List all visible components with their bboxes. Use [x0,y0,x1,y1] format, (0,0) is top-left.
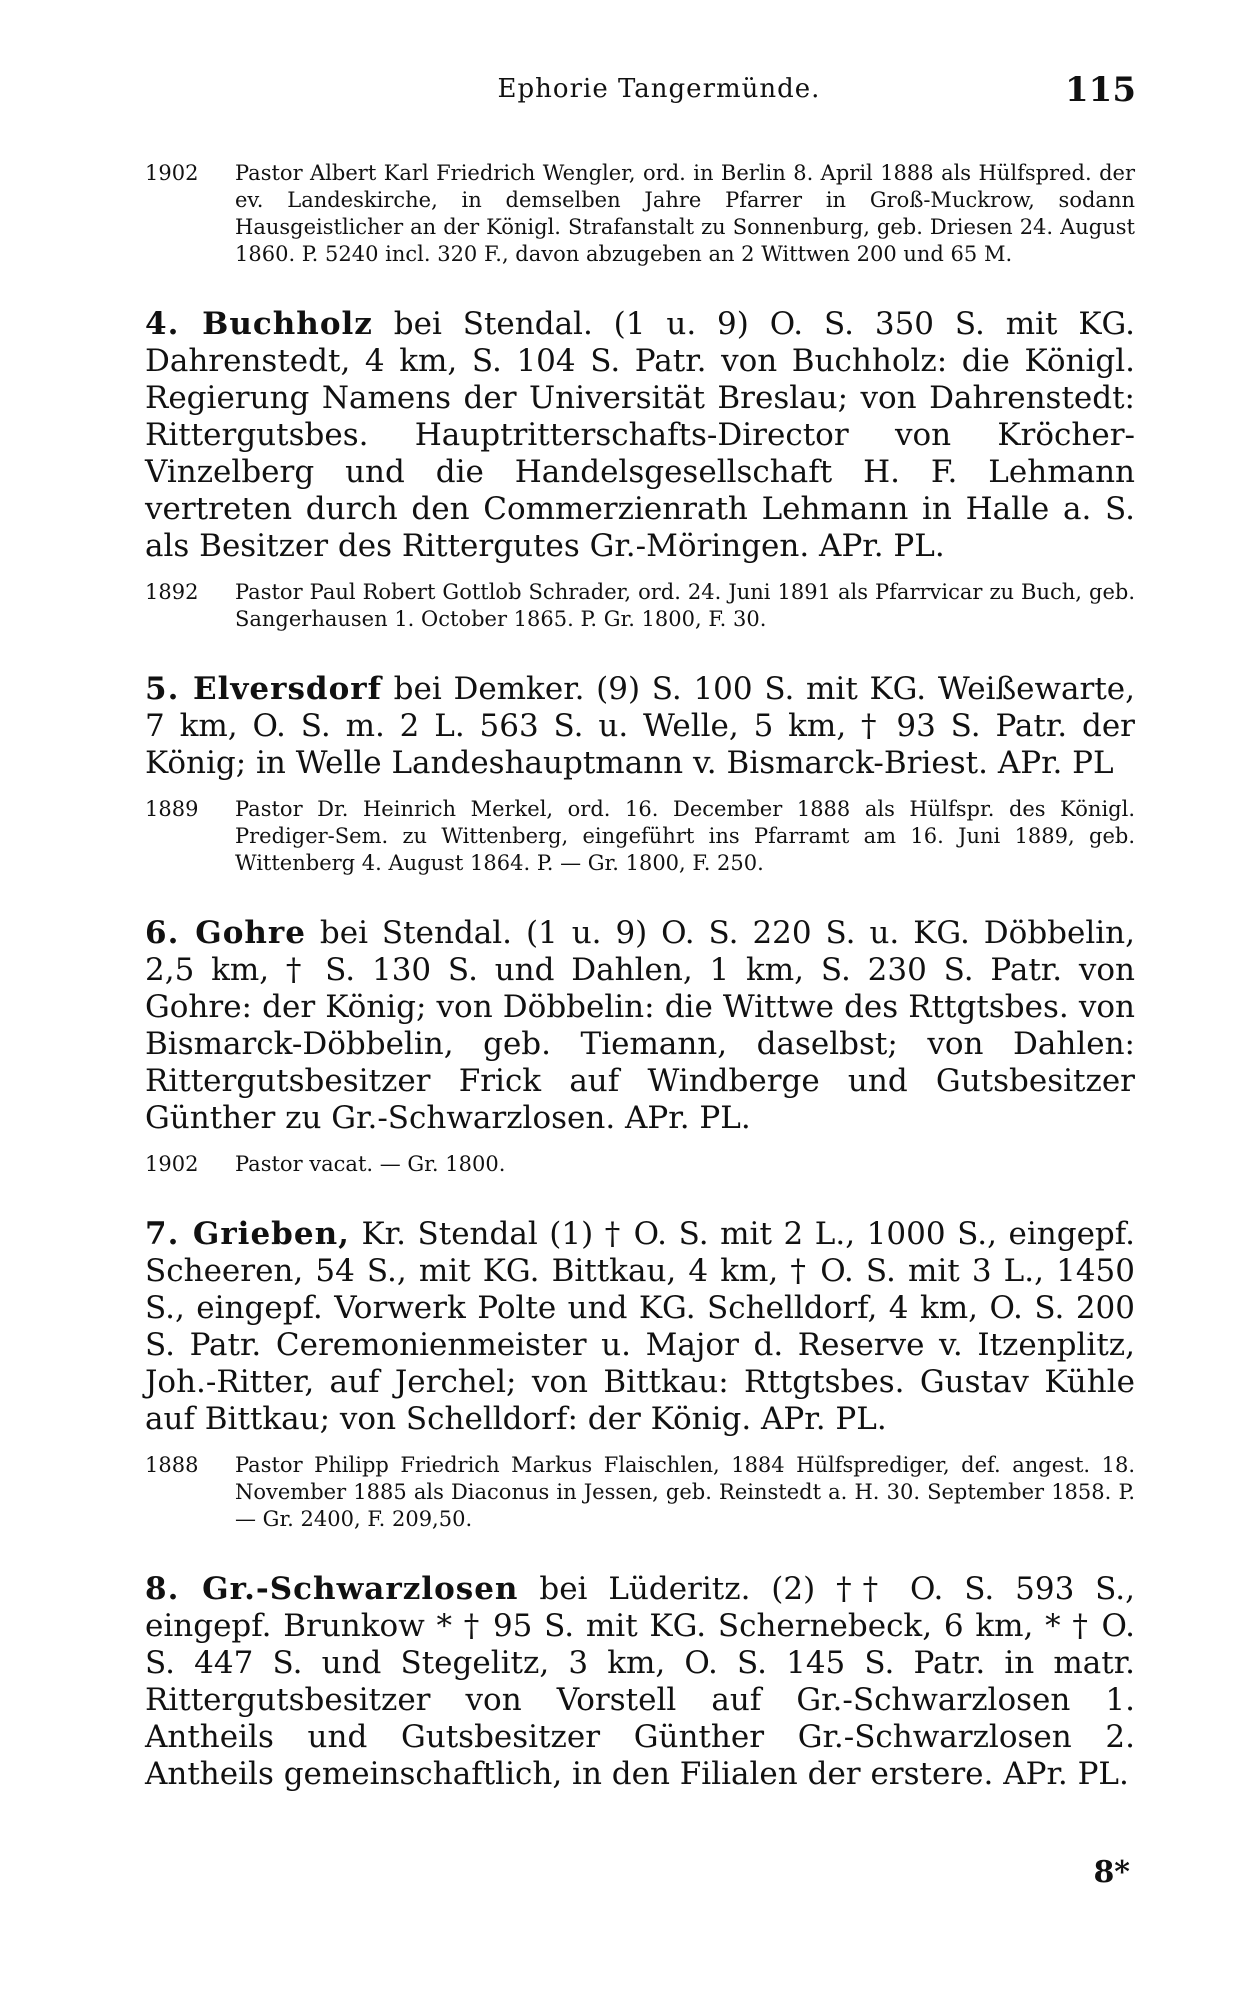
parish-entry [145,1571,1135,1793]
entry-heading: 8. Gr.-Schwarzlosen [145,1571,519,1607]
note-text: Pastor vacat. — Gr. 1800. [235,1152,506,1176]
signature-mark: 8* [1093,1855,1130,1890]
running-title: Ephorie Tangermünde. [497,74,821,104]
entry-heading: 5. Elversdorf [145,671,382,707]
pastor-note [145,1151,1135,1178]
parish-entry [145,306,1135,565]
page-header [0,70,1258,110]
note-year: 1892 [145,580,199,604]
page-number: 115 [1065,70,1136,110]
entry-text: Kr. Stendal (1) † O. S. mit 2 L., 1000 S., eingepf. Scheeren, 54 S., mit KG. Bittkau, 4 km, † O. S. mit 3 L., 1450 S., eingepf. Vorwerk Polte und KG. Schelldorf, 4 km, O. S. 200 S. Patr. Ceremonienmeister u. Major d. Reserve v. Itzenplitz, Joh.-Ritter, auf Jerchel; von Bittkau: Rttgtsbes. Gustav Kühle auf Bittkau; von Schelldorf: der König. APr. PL. [145,1216,1136,1437]
note-year: 1888 [145,1453,199,1477]
parish-entry [145,915,1135,1137]
note-text: Pastor Dr. Heinrich Merkel, ord. 16. December 1888 als Hülfspr. des Königl. Prediger-Sem. zu Wittenberg, eingeführt ins Pfarramt am 16. Juni 1889, geb. Wittenberg 4. August 1864. P. — Gr. 1800, F. 250. [235,797,1135,875]
parish-entry [145,1216,1135,1438]
pastor-note [145,160,1135,268]
entry-text: bei Lüderitz. (2) †† O. S. 593 S., eingepf. Brunkow * † 95 S. mit KG. Schernebeck, 6 km, * † O. S. 447 S. und Stegelitz, 3 km, O. S. 145 S. Patr. in matr. Rittergutsbesitzer von Vorstell auf Gr.-Schwarzlosen 1. Antheils und Gutsbesitzer Günther Gr.-Schwarzlosen 2. Antheils gemeinschaftlich, in den Filialen der erstere. APr. PL. [145,1571,1136,1792]
pastor-note [145,1452,1135,1533]
entry-text: bei Stendal. (1 u. 9) O. S. 220 S. u. KG. Döbbelin, 2,5 km, † S. 130 S. und Dahlen, 1 km, S. 230 S. Patr. von Gohre: der König; von Döbbelin: die Wittwe des Rttgtsbes. von Bismarck-Döbbelin, geb. Tiemann, daselbst; von Dahlen: Rittergutsbesitzer Frick auf Windberge und Gutsbesitzer Günther zu Gr.-Schwarzlosen. APr. PL. [145,915,1135,1136]
entry-heading: 6. Gohre [145,915,306,951]
note-year: 1902 [145,161,199,185]
note-text: Pastor Philipp Friedrich Markus Flaischlen, 1884 Hülfsprediger, def. angest. 18. November 1885 als Diaconus in Jessen, geb. Reinstedt a. H. 30. September 1858. P. — Gr. 2400, F. 209,50. [235,1453,1135,1531]
note-year: 1902 [145,1152,199,1176]
entry-heading: 4. Buchholz [145,306,373,342]
entry-text: bei Stendal. (1 u. 9) O. S. 350 S. mit KG. Dahrenstedt, 4 km, S. 104 S. Patr. von Buchholz: die Königl. Regierung Namens der Universität Breslau; von Dahrenstedt: Rittergutsbes. Hauptritterschafts-Director von Kröcher-Vinzelberg und die Handelsgesellschaft H. F. Lehmann vertreten durch den Commerzienrath Lehmann in Halle a. S. als Besitzer des Rittergutes Gr.-Möringen. APr. PL. [145,306,1135,564]
pastor-note [145,796,1135,877]
entry-text: bei Demker. (9) S. 100 S. mit KG. Weißewarte, 7 km, O. S. m. 2 L. 563 S. u. Welle, 5 km, † 93 S. Patr. der König; in Welle Landeshauptmann v. Bismarck-Briest. APr. PL [145,671,1135,781]
note-text: Pastor Albert Karl Friedrich Wengler, ord. in Berlin 8. April 1888 als Hülfspred. der ev. Landeskirche, in demselben Jahre Pfarrer in Groß-Muckrow, sodann Hausgeistlicher an der Königl. Strafanstalt zu Sonnenburg, geb. Driesen 24. August 1860. P. 5240 incl. 320 F., davon abzugeben an 2 Wittwen 200 und 65 M. [235,161,1135,266]
note-year: 1889 [145,797,199,821]
entry-heading: 7. Grieben, [145,1216,350,1252]
parish-entry [145,671,1135,782]
page-body [145,160,1135,1807]
note-text: Pastor Paul Robert Gottlob Schrader, ord. 24. Juni 1891 als Pfarrvicar zu Buch, geb. Sangerhausen 1. October 1865. P. Gr. 1800, F. 30. [235,580,1135,631]
pastor-note [145,579,1135,633]
